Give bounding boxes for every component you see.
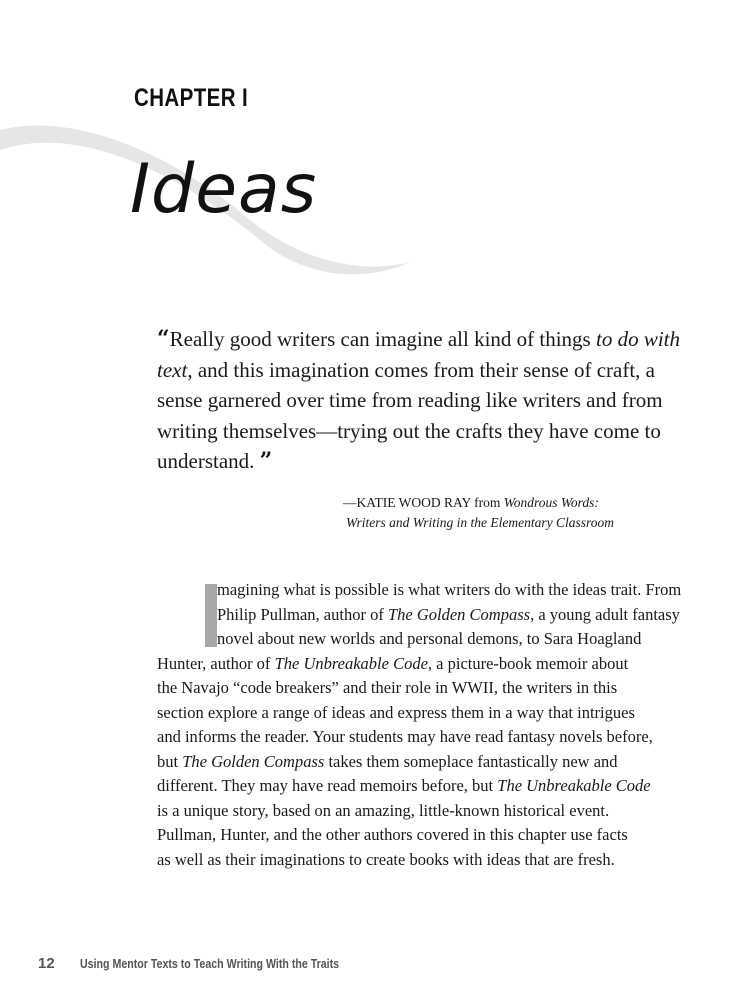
text-segment: writing themselves—trying out the crafts they have come to <box>157 418 661 443</box>
attribution-line <box>343 493 614 513</box>
quote-line <box>157 385 717 416</box>
quote-line <box>157 416 717 447</box>
chapter-title: Ideas <box>130 150 318 229</box>
italic-title-text: to do with <box>595 327 680 351</box>
text-segment: and informs the reader. Your students may have read fantasy novels before, <box>157 727 653 746</box>
text-segment: Pullman, Hunter, and the other authors covered in this chapter use facts <box>157 825 628 844</box>
text-segment: , a picture-book memoir about <box>427 653 629 673</box>
text-segment: understand. <box>157 449 255 473</box>
text-segment: the Navajo “code breakers” and their role in WWII, the writers in this <box>157 678 618 697</box>
text-segment: is a unique story, based on an amazing, little-known historical event. <box>157 800 610 820</box>
body-line <box>157 676 681 701</box>
attribution-source <box>343 513 614 533</box>
text-segment: Really good writers can imagine all kind of things <box>169 327 596 351</box>
body-line <box>157 823 681 848</box>
body-line <box>157 603 681 628</box>
body-line <box>157 725 681 750</box>
text-segment: , and this imagination comes from their sense of craft, a <box>187 357 656 382</box>
text-segment: sense garnered over time from reading like writers and from <box>157 388 663 412</box>
body-line <box>157 578 681 603</box>
body-line <box>157 750 681 775</box>
text-segment: novel about new worlds and personal demons, to Sara Hoagland <box>217 629 642 648</box>
quote-line <box>157 446 717 477</box>
open-quote-mark: “ <box>157 326 170 352</box>
text-segment: takes them someplace fantastically new and <box>324 751 618 771</box>
italic-title-text: The Unbreakable Code <box>497 776 651 795</box>
text-segment: section explore a range of ideas and express them in a way that intrigues <box>157 702 635 722</box>
italic-title-text: The Golden Compass <box>182 751 325 771</box>
text-segment: but <box>157 751 183 771</box>
body-line <box>157 701 681 726</box>
body-line <box>157 848 681 873</box>
text-segment: Philip Pullman, author of <box>217 604 388 624</box>
text-segment: —KATIE WOOD RAY from <box>343 495 504 510</box>
italic-title-text: Wondrous Words: <box>503 495 599 510</box>
body-paragraph <box>157 578 681 872</box>
page-footer <box>38 955 340 973</box>
text-segment: different. They may have read memoirs before, but <box>157 776 498 795</box>
italic-title-text: text <box>157 357 188 382</box>
body-line <box>157 652 681 677</box>
quote-line <box>157 324 717 355</box>
body-line <box>157 799 681 824</box>
italic-title-text: Writers and Writing in the Elementary Classroom <box>346 515 614 530</box>
text-segment: as well as their imaginations to create books with ideas that are fresh. <box>157 849 615 869</box>
running-footer-title: Using Mentor Texts to Teach Writing With the Traits <box>80 957 340 971</box>
quote-line <box>157 355 717 386</box>
text-segment: Hunter, author of <box>157 653 275 673</box>
body-line <box>157 774 681 799</box>
page-number: 12 <box>38 955 55 972</box>
body-line <box>157 627 681 652</box>
close-quote-mark: ” <box>259 448 273 474</box>
epigraph-attribution <box>343 493 614 533</box>
chapter-label: CHAPTER I <box>134 84 249 112</box>
italic-title-text: The Unbreakable Code <box>274 653 428 673</box>
italic-title-text: The Golden Compass <box>387 604 531 624</box>
epigraph-quote <box>157 324 717 477</box>
text-segment: , a young adult fantasy <box>530 604 680 624</box>
text-segment: magining what is possible is what writers do with the ideas trait. From <box>217 580 682 599</box>
decorative-swoosh <box>0 0 751 300</box>
